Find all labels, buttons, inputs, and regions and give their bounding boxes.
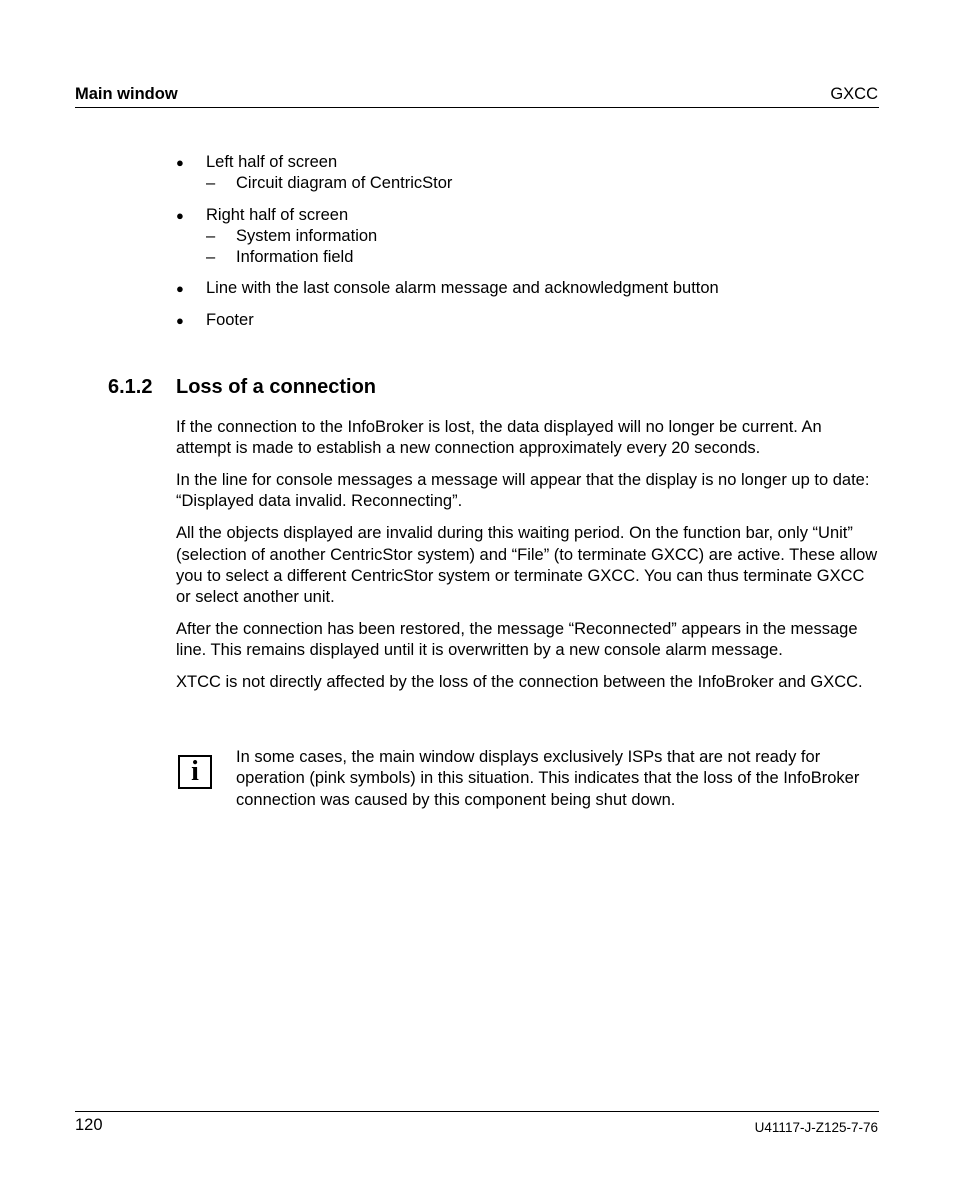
footer-rule (75, 1111, 879, 1112)
list-item (176, 205, 876, 269)
list-item-text: Right half of screen (206, 205, 349, 224)
running-header-title: Main window (75, 85, 178, 103)
note-text: In some cases, the main window displays exclusively ISPs that are not ready for operation (pink symbols) in this situation. This indicates that the loss of the InfoBroker connection was caused by this component being shut down. (236, 748, 860, 809)
dash-icon: – (206, 226, 216, 245)
section-number: 6.1.2 (108, 376, 153, 398)
running-header-product: GXCC (830, 85, 878, 103)
info-note (176, 747, 881, 811)
sub-list-item-text: System information (236, 226, 378, 245)
sub-list-item-text: Circuit diagram of CentricStor (236, 174, 453, 193)
header-rule (75, 107, 879, 108)
bullet-icon: ● (176, 312, 184, 328)
section-body (176, 417, 881, 704)
section-heading (108, 375, 376, 399)
section-title: Loss of a connection (176, 376, 377, 398)
list-item-text: Line with the last console alarm message and acknowledgment button (206, 279, 719, 298)
document-id: U41117-J-Z125-7-76 (754, 1120, 878, 1135)
paragraph: In the line for console messages a message will appear that the display is no longer up to date: “Displayed data invalid. Reconnecting”. (176, 471, 870, 511)
info-icon: i (178, 755, 212, 789)
paragraph: XTCC is not directly affected by the loss of the connection between the InfoBroker and GXCC. (176, 673, 863, 692)
dash-icon: – (206, 248, 216, 267)
list-item (176, 310, 876, 331)
list-item-text: Left half of screen (206, 153, 338, 171)
sub-list-item (206, 173, 876, 194)
paragraph: If the connection to the InfoBroker is lost, the data displayed will no longer be current. An attempt is made to establish a new connection approximately every 20 seconds. (176, 418, 822, 458)
page-number: 120 (75, 1116, 103, 1134)
list-item-text: Footer (206, 310, 254, 329)
bullet-icon: ● (176, 207, 184, 223)
paragraph: After the connection has been restored, the message “Reconnected” appears in the message line. This remains displayed until it is overwritten by a new console alarm message. (176, 620, 858, 660)
bullet-list (176, 152, 876, 341)
sub-list-item (206, 226, 876, 247)
paragraph: All the objects displayed are invalid during this waiting period. On the function bar, only “Unit” (selection of another CentricStor system) and “File” (to terminate GXCC) are active. These allow you to select a different CentricStor system or terminate GXCC. You can thus terminate GXCC or select another unit. (176, 524, 878, 607)
dash-icon: – (206, 174, 216, 193)
list-item (176, 152, 876, 195)
list-item (176, 278, 876, 299)
bullet-icon: ● (176, 281, 184, 297)
sub-list-item (206, 247, 876, 268)
sub-list-item-text: Information field (236, 248, 354, 267)
bullet-icon: ● (176, 155, 184, 170)
